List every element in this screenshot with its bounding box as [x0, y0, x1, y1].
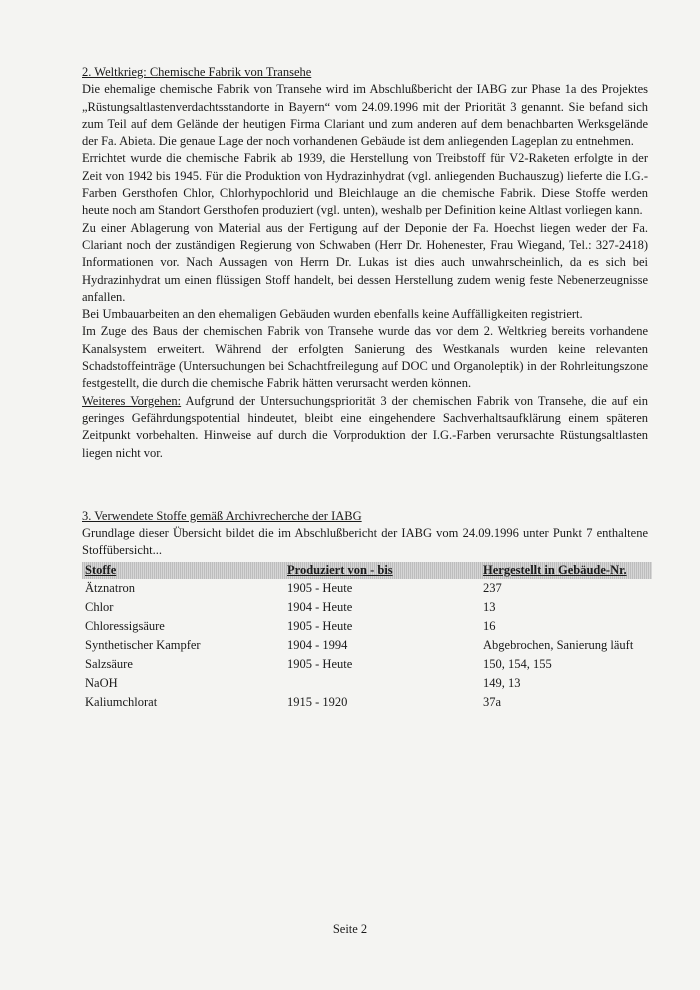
section-2-heading: 2. Weltkrieg: Chemische Fabrik von Transehe — [82, 65, 312, 79]
cell-building: 13 — [483, 599, 496, 614]
cell-produced: 1905 - Heute — [287, 580, 353, 595]
header-building: Hergestellt in Gebäude-Nr. — [480, 562, 652, 579]
table-row — [82, 617, 652, 636]
cell-building: 37a — [483, 694, 502, 709]
header-produced: Produziert von - bis — [284, 562, 480, 579]
cell-building: Abgebrochen, Sanierung läuft — [483, 637, 634, 652]
section-2-paragraph-2: Errichtet wurde die chemische Fabrik ab 1939, die Herstellung von Treibstoff für V2-Raketen erfolgte in der Zeit von 1942 bis 1945. Für die Produktion von Hydrazinhydrat (vgl. anliegenden Buchauszug) lieferte die I.G.-Farben Gersthofen Chlor, Chlorhypochlorid und Bleichlauge an die chemische Fabrik. Diese Stoffe werden heute noch am Standort Gersthofen produziert (vgl. unten), weshalb per Definition keine Altlast vorliegen kann. — [82, 151, 648, 218]
page-content — [82, 64, 648, 712]
table-row — [82, 598, 652, 617]
cell-produced: 1905 - Heute — [287, 656, 353, 671]
table-header-row — [82, 562, 652, 579]
header-substance: Stoffe — [82, 562, 284, 579]
cell-building: 149, 13 — [483, 675, 521, 690]
cell-substance: Synthetischer Kampfer — [85, 637, 201, 652]
cell-building: 237 — [483, 580, 502, 595]
cell-produced: 1904 - 1994 — [287, 637, 348, 652]
cell-produced — [284, 674, 480, 693]
table-row — [82, 693, 652, 712]
cell-produced: 1904 - Heute — [287, 599, 353, 614]
section-2-paragraph-3: Zu einer Ablagerung von Material aus der Fertigung auf der Deponie der Fa. Hoechst liegen weder der Fa. Clariant noch der zuständigen Regierung von Schwaben (Herr Dr. Hohenester, Frau Wiegand, Tel.: 327-2418) Informationen vor. Nach Aussagen von Herrn Dr. Lukas ist dies auch unwahrscheinlich, da es sich bei Hydrazinhydrat um einen flüssigen Stoff handelt, bei dessen Herstellung zudem wenig feste Nebenerzeugnisse anfallen. — [82, 220, 648, 304]
section-2-paragraph-6 — [82, 393, 648, 462]
next-steps-text: Aufgrund der Untersuchungspriorität 3 der chemischen Fabrik von Transehe, die auf ein geringes Gefährdungspotential hindeutet, bleibt eine eingehendere Sachverhaltsaufklärung einem späteren Zeitpunkt vorbehalten. Hinweise auf durch die Vorproduktion der I.G.-Farben verursachte Rüstungsaltlasten liegen nicht vor. — [82, 393, 648, 460]
cell-building: 16 — [483, 618, 496, 633]
cell-substance: Chloressigsäure — [85, 618, 165, 633]
cell-produced: 1915 - 1920 — [287, 694, 348, 709]
cell-substance: NaOH — [85, 675, 118, 690]
cell-substance: Ätznatron — [85, 580, 135, 595]
section-2-paragraph-4: Bei Umbauarbeiten an den ehemaligen Gebäuden wurden ebenfalls keine Auffälligkeiten registriert. — [82, 307, 583, 322]
table-row — [82, 674, 652, 693]
cell-substance: Salzsäure — [85, 656, 133, 671]
next-steps-label: Weiteres Vorgehen: — [82, 393, 182, 408]
page-number: Seite 2 — [332, 922, 368, 936]
cell-substance: Kaliumchlorat — [85, 694, 158, 709]
table-row — [82, 655, 652, 674]
section-2-paragraph-1: Die ehemalige chemische Fabrik von Transehe wird im Abschlußbericht der IABG zur Phase 1a des Projektes „Rüstungsaltlastenverdachtsstandorte in Bayern“ vom 24.09.1996 mit der Priorität 3 genannt. Sie befand sich zum Teil auf dem Gelände der heutigen Firma Clariant und zum anderen auf dem benachbarten Werksgelände der Fa. Abieta. Die genaue Lage der noch vorhandenen Gebäude ist dem anliegenden Lageplan zu entnehmen. — [82, 82, 648, 149]
section-2-paragraph-5: Im Zuge des Baus der chemischen Fabrik von Transehe wurde das vor dem 2. Weltkrieg bereits vorhandene Kanalsystem erweitert. Während der erfolgten Sanierung des Westkanals wurden keine relevanten Schadstoffeinträge (Untersuchungen bei Schachtfreilegung auf DOC und Organoleptik) in der Rohrleitungszone festgestellt, die durch die chemische Fabrik hätten verursacht werden können. — [82, 324, 648, 391]
section-3-intro: Grundlage dieser Übersicht bildet die im Abschlußbericht der IABG vom 24.09.1996 unter Punkt 7 enthaltene Stoffübersicht... — [82, 526, 648, 558]
cell-substance: Chlor — [85, 599, 114, 614]
table-row — [82, 636, 652, 655]
cell-produced: 1905 - Heute — [287, 618, 353, 633]
table-row — [82, 579, 652, 598]
section-3-heading: 3. Verwendete Stoffe gemäß Archivrecherche der IABG — [82, 508, 362, 523]
cell-building: 150, 154, 155 — [483, 656, 552, 671]
substances-table — [82, 562, 652, 712]
